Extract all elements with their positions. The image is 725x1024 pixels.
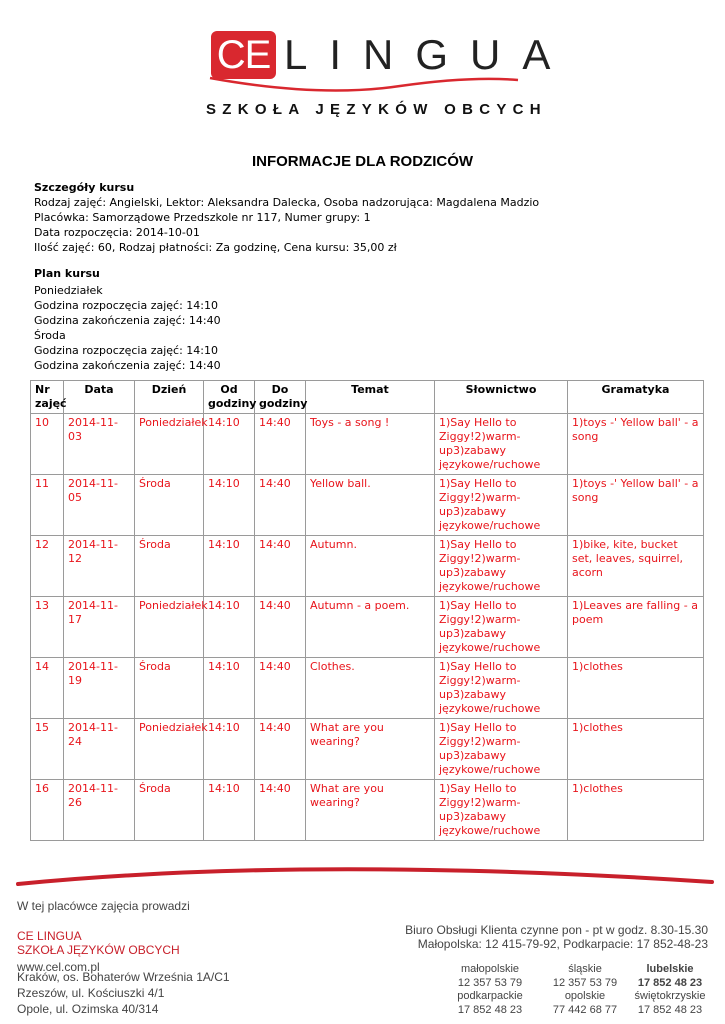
table-cell: 1)Say Hello to Ziggy!2)warm-up3)zabawy językowe/ruchowe [435,597,568,658]
col-header: Od godziny [204,381,255,414]
course-details [34,180,539,255]
course-plan [34,266,221,373]
region-name: lubelskie [646,963,694,975]
region-phone: 17 852 48 23 [637,1003,703,1016]
table-cell: Środa [135,780,204,841]
table-cell: Poniedziałek [135,414,204,475]
table-cell: Środa [135,658,204,719]
table-cell: Toys - a song ! [306,414,435,475]
table-cell: 2014-11-26 [64,780,135,841]
table-cell: 1)Say Hello to Ziggy!2)warm-up3)zabawy językowe/ruchowe [435,719,568,780]
col-header: Słownictwo [435,381,568,414]
table-cell: 14:40 [255,719,306,780]
table-cell: 14:10 [204,719,255,780]
table-cell: 2014-11-03 [64,414,135,475]
table-cell: 1)Say Hello to Ziggy!2)warm-up3)zabawy językowe/ruchowe [435,536,568,597]
footer-biuro [405,923,708,951]
table-cell: 16 [31,780,64,841]
table-cell: What are you wearing? [306,780,435,841]
logo [0,0,725,140]
table-cell: 2014-11-05 [64,475,135,536]
table-cell: Środa [135,475,204,536]
table-cell: 14:40 [255,658,306,719]
table-header-row [31,381,704,414]
table-cell: 1)Say Hello to Ziggy!2)warm-up3)zabawy językowe/ruchowe [435,414,568,475]
table-cell: 2014-11-17 [64,597,135,658]
table-cell: 1)toys -' Yellow ball' - a song [568,475,704,536]
region-name: śląskie [568,963,602,975]
logo-lingua: LINGUA [284,31,573,78]
region-malopolskie [440,963,540,1017]
table-cell: 2014-11-19 [64,658,135,719]
region-lubelskie [620,963,720,1017]
plan-line: Środa [34,329,66,342]
plan-line: Godzina zakończenia zajęć: 14:40 [34,359,221,372]
footer-address: Rzeszów, ul. Kościuszki 4/1 [17,986,165,1000]
region-name: podkarpackie [457,990,523,1002]
region-name: małopolskie [460,963,520,975]
table-cell: 15 [31,719,64,780]
table-cell: 1)clothes [568,780,704,841]
page-title: INFORMACJE DLA RODZICÓW [251,153,474,170]
table-cell: 1)Say Hello to Ziggy!2)warm-up3)zabawy językowe/ruchowe [435,475,568,536]
footer-label: W tej placówce zajęcia prowadzi [17,899,190,913]
table-cell: 1)Leaves are falling - a poem [568,597,704,658]
table-row [31,780,704,841]
col-header: Dzień [135,381,204,414]
table-row [31,658,704,719]
table-cell: 14:10 [204,414,255,475]
table-row [31,414,704,475]
table-cell: Autumn. [306,536,435,597]
course-plan-heading: Plan kursu [34,267,100,280]
table-row [31,536,704,597]
table-cell: Autumn - a poem. [306,597,435,658]
col-header: Do godziny [255,381,306,414]
table-cell: Yellow ball. [306,475,435,536]
table-cell: 14 [31,658,64,719]
table-cell: 1)Say Hello to Ziggy!2)warm-up3)zabawy językowe/ruchowe [435,658,568,719]
lessons-table [30,380,704,841]
table-cell: Środa [135,536,204,597]
table-cell: Poniedziałek [135,719,204,780]
footer-address: Kraków, os. Bohaterów Września 1A/C1 [17,970,230,984]
table-cell: 14:10 [204,475,255,536]
biuro-hours: Biuro Obsługi Klienta czynne pon - pt w godz. 8.30-15.30 [405,923,708,937]
table-cell: 10 [31,414,64,475]
footer-brand: CE LINGUA [17,929,82,943]
table-cell: 14:40 [255,536,306,597]
table-row [31,719,704,780]
table-cell: 14:40 [255,780,306,841]
table-cell: 14:10 [204,597,255,658]
table-cell: 14:40 [255,414,306,475]
table-cell: 14:10 [204,536,255,597]
plan-line: Godzina rozpoczęcia zajęć: 14:10 [34,344,218,357]
plan-line: Poniedziałek [34,284,103,297]
table-cell: 1)clothes [568,658,704,719]
table-row [31,475,704,536]
region-name: opolskie [564,990,606,1002]
col-header: Data [64,381,135,414]
table-cell: Poniedziałek [135,597,204,658]
table-cell: 14:40 [255,597,306,658]
col-header: Temat [306,381,435,414]
table-cell: 13 [31,597,64,658]
region-name: świętokrzyskie [634,990,706,1002]
footer-brand-tagline: SZKOŁA JĘZYKÓW OBCYCH [17,943,180,957]
col-header: Gramatyka [568,381,704,414]
table-cell: 12 [31,536,64,597]
table-cell: 1)clothes [568,719,704,780]
logo-tagline: SZKOŁA JĘZYKÓW OBCYCH [206,101,547,118]
table-cell: 11 [31,475,64,536]
region-phone: 77 442 68 77 [552,1003,618,1016]
footer-website-link[interactable]: www.cel.com.pl [17,960,100,974]
table-cell: 14:10 [204,780,255,841]
table-cell: 1)toys -' Yellow ball' - a song [568,414,704,475]
col-header: Nr zajęć [31,381,64,414]
details-line: Rodzaj zajęć: Angielski, Lektor: Aleksandra Dalecka, Osoba nadzorująca: Magdalena Madzio [34,196,540,209]
region-phone: 12 357 53 79 [552,976,618,989]
region-phone: 17 852 48 23 [637,976,703,989]
footer-address: Opole, ul. Ozimska 40/314 [17,1002,159,1016]
region-phone: 17 852 48 23 [457,1003,523,1016]
plan-line: Godzina rozpoczęcia zajęć: 14:10 [34,299,218,312]
table-cell: 1)Say Hello to Ziggy!2)warm-up3)zabawy językowe/ruchowe [435,780,568,841]
region-phone: 12 357 53 79 [457,976,523,989]
table-cell: 1)bike, kite, bucket set, leaves, squirrel, acorn [568,536,704,597]
course-details-heading: Szczegóły kursu [34,181,135,194]
details-line: Data rozpoczęcia: 2014-10-01 [34,226,200,239]
details-line: Placówka: Samorządowe Przedszkole nr 117, Numer grupy: 1 [34,211,371,224]
table-cell: 2014-11-12 [64,536,135,597]
table-cell: What are you wearing? [306,719,435,780]
footer [0,860,725,1024]
table-cell: 2014-11-24 [64,719,135,780]
table-cell: 14:40 [255,475,306,536]
table-cell: Clothes. [306,658,435,719]
footer-swoosh-icon [0,860,725,900]
logo-swoosh-icon [200,60,530,100]
biuro-phones: Małopolska: 12 415-79-92, Podkarpacie: 17 852-48-23 [417,937,708,951]
plan-line: Godzina zakończenia zajęć: 14:40 [34,314,221,327]
details-line: Ilość zajęć: 60, Rodzaj płatności: Za godzinę, Cena kursu: 35,00 zł [34,241,397,254]
logo-ce-box: CE [211,31,276,79]
table-row [31,597,704,658]
table-cell: 14:10 [204,658,255,719]
